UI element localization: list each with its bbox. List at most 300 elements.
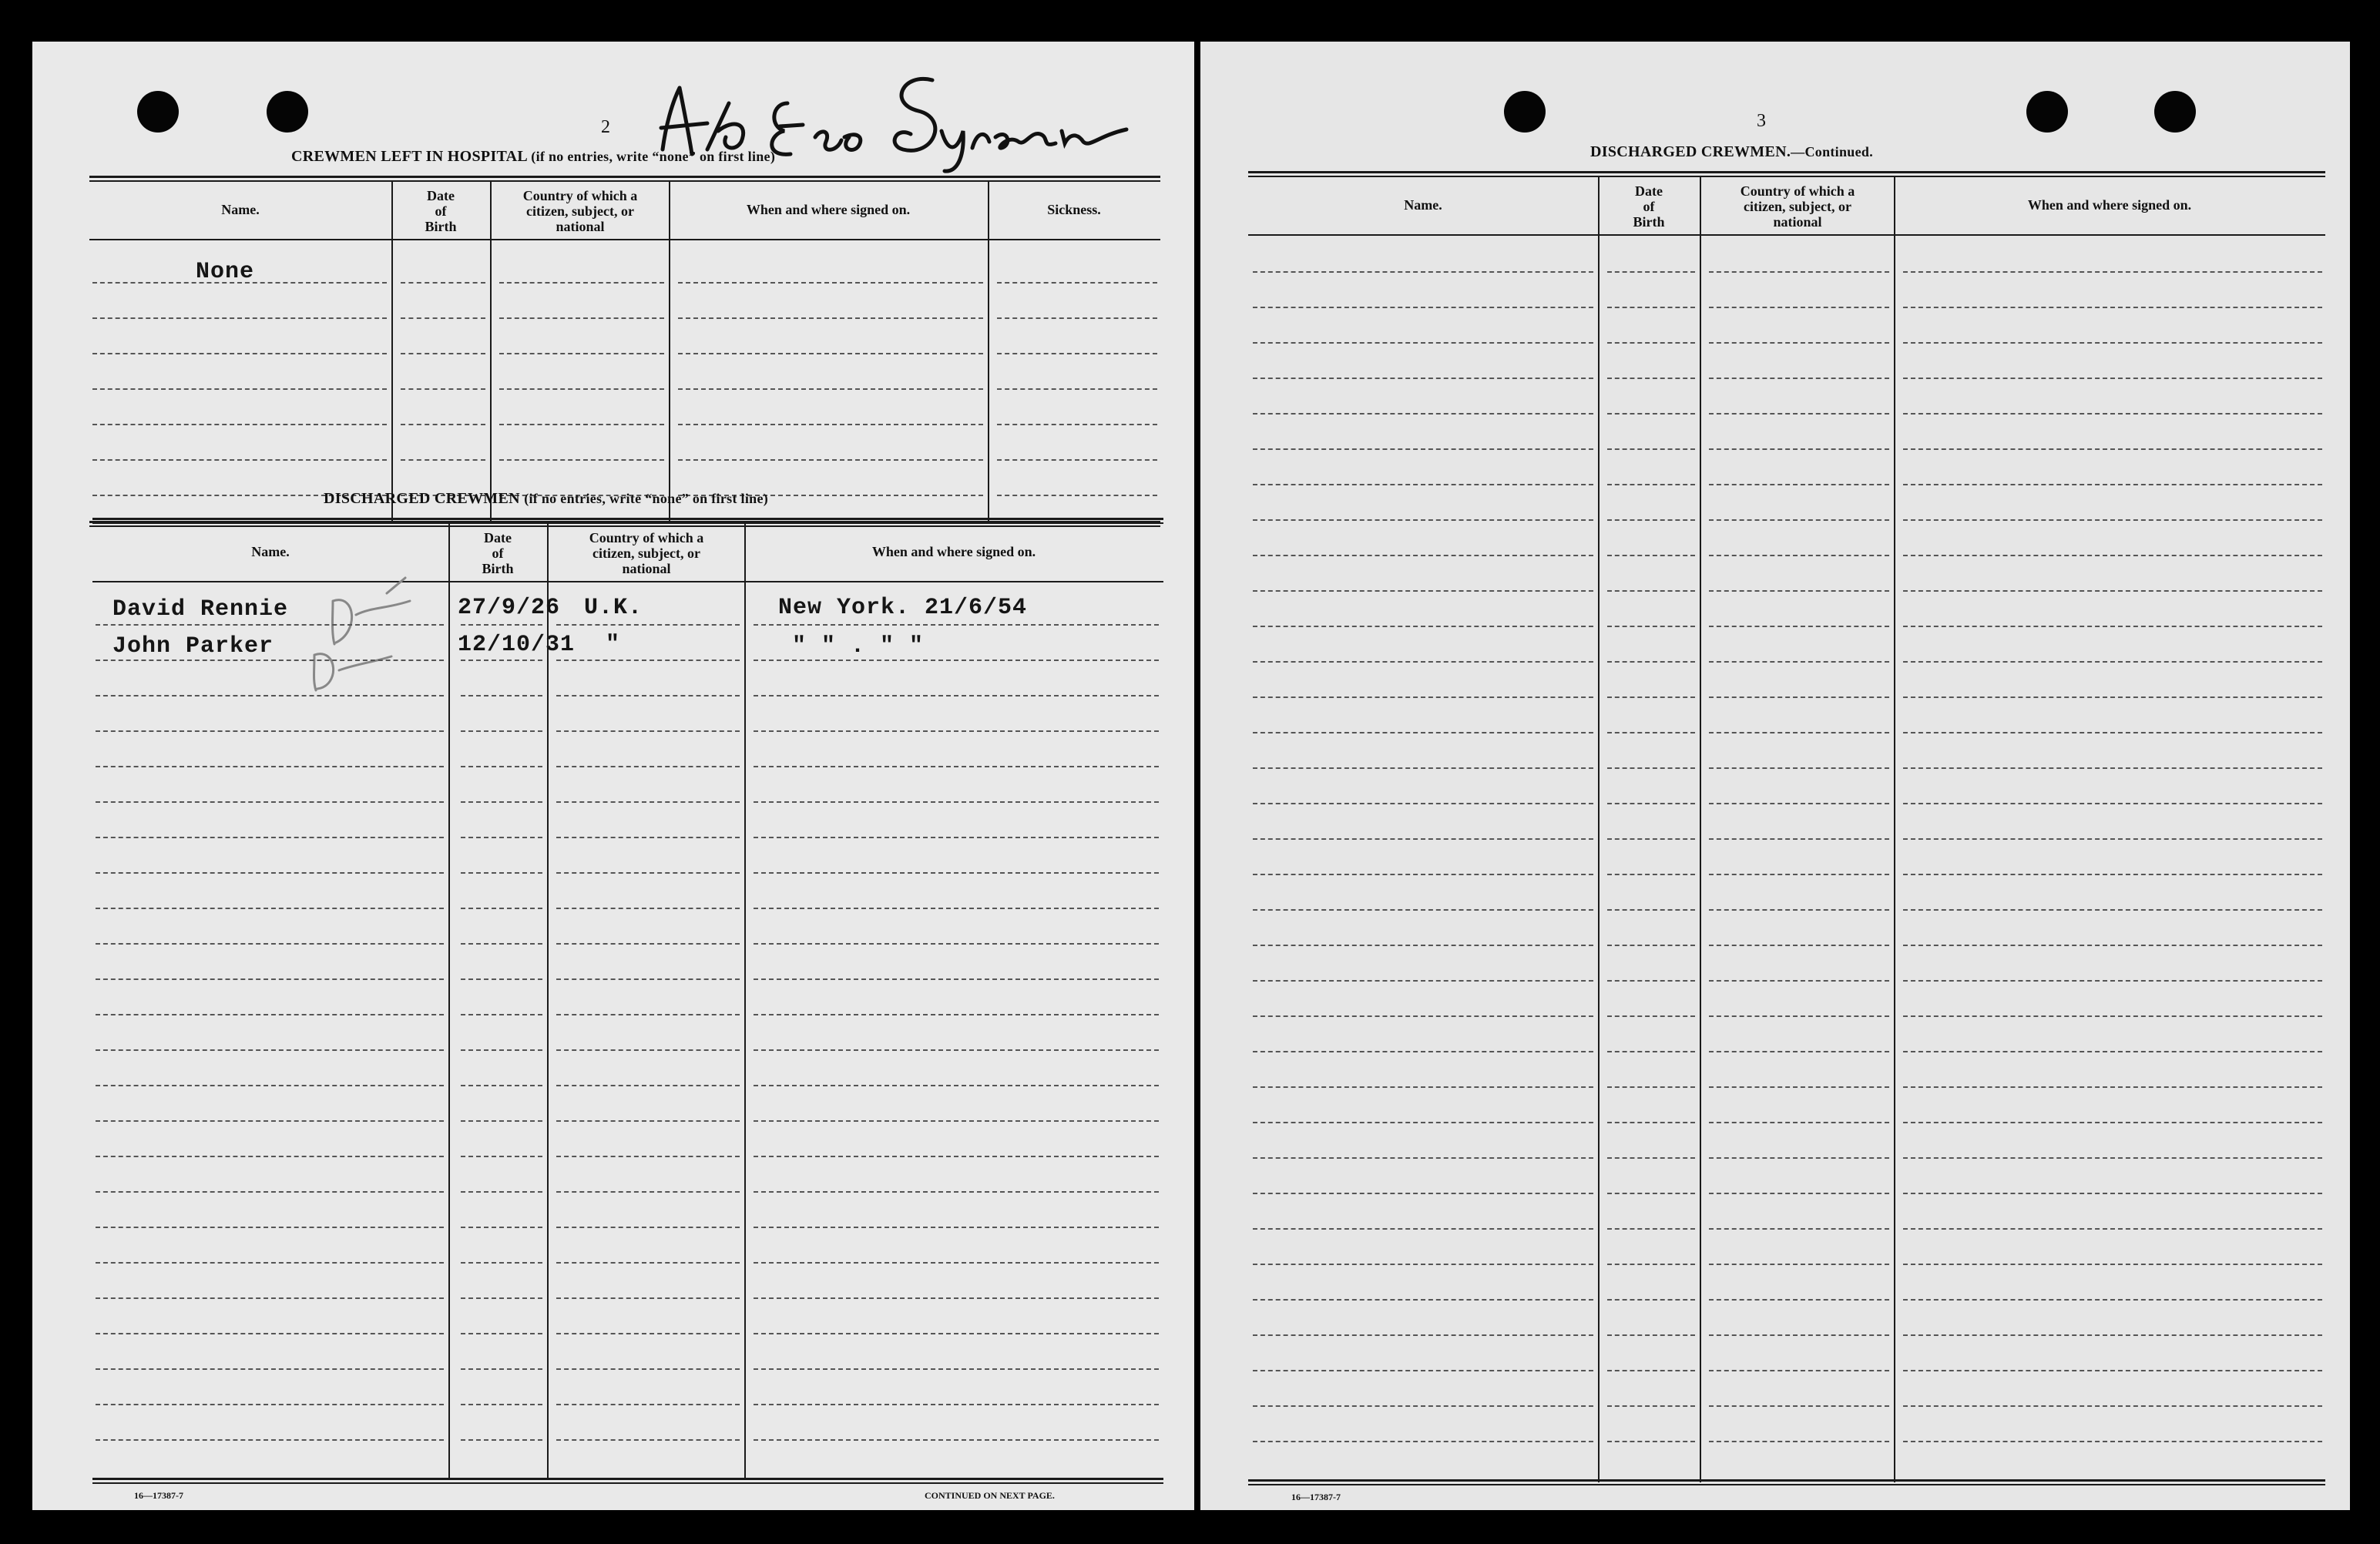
row-rule [754,1049,1159,1051]
row-rule [1607,1370,1695,1371]
row-rule [461,801,542,803]
row-rule [92,388,387,390]
row-rule [96,660,444,661]
row-rule [1607,1264,1695,1265]
col-signed: When and where signed on. [746,202,911,217]
row-rule [96,1227,444,1228]
row-rule [499,388,664,390]
row-rule [997,388,1157,390]
row-rule [754,837,1159,838]
row-rule [1253,1015,1593,1017]
discharged-continued-heading [1590,143,1873,161]
col-country-line: citizen, subject, or [1744,199,1851,214]
row-rule [1709,803,1889,804]
row-rule [1709,874,1889,875]
row-rule [461,1085,542,1086]
row-rule [556,872,740,874]
row-rule [754,908,1159,909]
page-number: 3 [1757,111,1766,131]
col-country-line: Country of which a [589,530,704,545]
row-rule [1709,1193,1889,1194]
row-rule [1253,342,1593,344]
row-rule [1253,874,1593,875]
left-page [32,42,1194,1510]
form-number: 16—17387-7 [1291,1492,1341,1502]
header-bottom-rule [92,581,1163,582]
row-rule [1607,448,1695,450]
row-rule [1607,378,1695,379]
row-rule [1253,767,1593,769]
column-divider [448,524,450,1479]
row-rule [1709,1334,1889,1336]
row-rule [1903,271,2322,273]
row-rule [1607,661,1695,663]
row-rule [1709,626,1889,627]
row-2-country: " [606,632,621,658]
row-rule [1903,307,2322,308]
col-sickness: Sickness. [1047,202,1101,217]
row-rule [1709,1157,1889,1159]
row-rule [1903,1370,2322,1371]
row-rule [96,1156,444,1157]
table-bottom-rule [92,1478,1163,1484]
row-rule [1709,413,1889,415]
row-rule [401,424,485,425]
row-rule [1253,838,1593,840]
row-rule [754,660,1159,661]
row-rule [499,424,664,425]
row-rule [1709,909,1889,911]
row-rule [461,872,542,874]
row-rule [1709,1015,1889,1017]
row-rule [461,766,542,767]
row-rule [997,495,1157,496]
col-dob-line: Date [484,530,512,545]
row-rule [1607,1441,1695,1442]
row-rule [461,730,542,732]
row-rule [461,1404,542,1405]
discharged-heading [324,490,768,508]
hospital-entry: None [196,259,255,285]
row-rule [461,1297,542,1299]
row-rule [754,801,1159,803]
row-rule [556,908,740,909]
row-rule [1709,555,1889,556]
row-rule [1607,1157,1695,1159]
row-rule [96,872,444,874]
row-rule [1607,484,1695,485]
col-dob-line: Date [427,188,455,203]
row-rule [1903,1405,2322,1407]
row-rule [401,459,485,461]
row-rule [1709,1441,1889,1442]
row-rule [556,1049,740,1051]
row-rule [461,1439,542,1441]
row-rule [754,1014,1159,1015]
row-rule [754,1368,1159,1370]
row-rule [556,837,740,838]
table-top-rule [89,176,1160,182]
row-rule [556,1014,740,1015]
row-rule [461,1262,542,1264]
row-rule [1903,1228,2322,1230]
col-signed: When and where signed on. [871,544,1036,559]
col-dob-line: of [1643,199,1655,214]
row-rule [1903,661,2322,663]
row-rule [997,353,1157,354]
row-rule [556,660,740,661]
row-rule [1709,378,1889,379]
row-rule [1253,1086,1593,1088]
hospital-section-heading [291,148,775,166]
row-rule [1607,732,1695,733]
col-name: Name. [221,202,260,217]
row-rule [1903,1441,2322,1442]
row-rule [678,317,983,319]
col-dob-line: Birth [482,561,514,576]
header-bottom-rule [1248,234,2325,236]
row-rule [461,1156,542,1157]
row-rule [1253,555,1593,556]
row-rule [461,695,542,696]
row-rule [1709,307,1889,308]
row-rule [1903,413,2322,415]
row-rule [1709,484,1889,485]
row-rule [1709,661,1889,663]
row-rule [499,282,664,284]
row-rule [96,730,444,732]
col-country-line: national [1773,214,1822,230]
row-rule [1709,767,1889,769]
row-rule [556,1120,740,1122]
col-country-line: national [622,561,671,576]
hospital-heading-text: CREWMEN LEFT IN HOSPITAL [291,148,527,165]
row-rule [1253,271,1593,273]
row-rule [1607,1193,1695,1194]
row-rule [1253,1122,1593,1123]
row-rule [678,353,983,354]
row-rule [1253,1299,1593,1301]
row-rule [1903,980,2322,982]
row-rule [1253,1157,1593,1159]
row-rule [754,730,1159,732]
row-rule [1607,1051,1695,1052]
col-name: Name. [251,544,290,559]
hospital-heading-note: (if no entries, write “none” on first line) [531,149,776,164]
row-rule [556,943,740,945]
row-rule [678,388,983,390]
row-rule [96,624,444,626]
row-rule [461,624,542,626]
row-rule [1607,803,1695,804]
row-rule [1709,838,1889,840]
row-rule [1903,1086,2322,1088]
table-bottom-rule [1248,1479,2325,1485]
column-divider [669,182,670,522]
row-rule [1903,448,2322,450]
row-rule [556,766,740,767]
row-rule [556,1333,740,1334]
row-rule [96,1191,444,1193]
row-rule [96,801,444,803]
column-divider [1598,177,1600,1482]
row-rule [556,1439,740,1441]
row-rule [92,459,387,461]
row-rule [1607,1299,1695,1301]
row-rule [461,1368,542,1370]
row-rule [461,1333,542,1334]
row-rule [678,282,983,284]
row-rule [556,1262,740,1264]
row-rule [1607,271,1695,273]
row-rule [1709,945,1889,946]
row-1-name: David Rennie [112,596,289,623]
row-rule [92,353,387,354]
row-rule [461,1049,542,1051]
row-rule [1709,696,1889,698]
col-country-line: citizen, subject, or [526,203,634,219]
row-rule [754,1262,1159,1264]
row-rule [499,459,664,461]
row-rule [1903,696,2322,698]
row-rule [461,1227,542,1228]
row-rule [754,695,1159,696]
row-rule [1607,413,1695,415]
row-rule [1607,696,1695,698]
col-dob-line: of [435,203,447,219]
header-bottom-rule [89,239,1160,240]
row-rule [499,353,664,354]
row-rule [1709,980,1889,982]
row-rule [1253,803,1593,804]
row-rule [754,872,1159,874]
row-rule [754,766,1159,767]
row-rule [754,1120,1159,1122]
row-rule [556,730,740,732]
row-rule [997,282,1157,284]
row-rule [92,282,387,284]
col-signed: When and where signed on. [2027,197,2192,213]
col-country [1701,183,1894,230]
row-rule [1709,1086,1889,1088]
row-rule [678,424,983,425]
row-rule [1903,1122,2322,1123]
row-rule [1253,1228,1593,1230]
row-rule [1903,1264,2322,1265]
row-2-signed: " " . " " [792,633,925,660]
row-rule [754,1404,1159,1405]
row-rule [1607,519,1695,521]
punch-hole [137,91,179,133]
row-rule [461,978,542,980]
row-rule [92,424,387,425]
col-dob-line: Birth [425,219,457,234]
row-rule [401,282,485,284]
row-rule [1253,307,1593,308]
row-rule [1709,519,1889,521]
col-country-line: Country of which a [1740,183,1855,199]
row-rule [96,978,444,980]
row-rule [1709,271,1889,273]
row-rule [1709,1051,1889,1052]
column-divider [547,524,549,1479]
row-rule [1253,696,1593,698]
row-rule [96,1085,444,1086]
row-rule [556,695,740,696]
col-dob [391,188,490,234]
row-rule [754,624,1159,626]
row-rule [1607,874,1695,875]
row-rule [1253,1334,1593,1336]
row-2-name: John Parker [112,633,274,660]
row-rule [1607,1122,1695,1123]
row-rule [754,1191,1159,1193]
col-name: Name. [1404,197,1442,213]
row-rule [1607,1405,1695,1407]
row-rule [92,317,387,319]
row-rule [461,837,542,838]
column-divider [744,524,746,1479]
row-rule [1607,838,1695,840]
row-rule [401,353,485,354]
discharged-heading-note: (if no entries, write “none” on first line) [524,491,769,506]
row-rule [1903,519,2322,521]
row-rule [96,908,444,909]
row-rule [1903,342,2322,344]
right-page [1200,42,2350,1510]
page-number: 2 [601,117,610,137]
row-rule [96,1439,444,1441]
row-rule [1607,1228,1695,1230]
row-rule [1607,1015,1695,1017]
row-rule [1709,448,1889,450]
row-rule [1903,1157,2322,1159]
row-rule [556,1404,740,1405]
row-rule [96,837,444,838]
row-rule [1253,732,1593,733]
row-rule [96,695,444,696]
row-rule [401,317,485,319]
row-rule [556,978,740,980]
punch-hole [1504,91,1546,133]
col-country [492,188,669,234]
row-rule [1607,342,1695,344]
row-rule [1253,1193,1593,1194]
row-rule [556,801,740,803]
row-rule [96,1333,444,1334]
row-rule [1253,413,1593,415]
row-rule [1903,838,2322,840]
row-rule [1709,1299,1889,1301]
row-rule [1253,484,1593,485]
row-rule [1607,626,1695,627]
row-rule [1903,1299,2322,1301]
row-rule [754,943,1159,945]
row-rule [1607,909,1695,911]
row-rule [1607,945,1695,946]
row-2-dob: 12/10/31 [458,632,576,658]
row-rule [96,1049,444,1051]
row-rule [1709,732,1889,733]
row-rule [754,1297,1159,1299]
row-rule [96,766,444,767]
column-divider [1700,177,1701,1482]
table-top-rule [92,518,1163,524]
row-rule [1253,909,1593,911]
column-divider [988,182,989,522]
discharged-heading-text: DISCHARGED CREWMEN [324,490,520,507]
continued-note: CONTINUED ON NEXT PAGE. [925,1490,1055,1501]
row-rule [461,1014,542,1015]
form-number: 16—17387-7 [134,1490,183,1501]
row-rule [1709,1370,1889,1371]
row-rule [997,459,1157,461]
row-rule [1903,484,2322,485]
row-rule [1903,909,2322,911]
row-rule [678,459,983,461]
row-rule [556,1227,740,1228]
row-rule [1709,590,1889,592]
col-country-line: citizen, subject, or [592,545,700,561]
row-rule [1253,519,1593,521]
row-rule [1903,378,2322,379]
row-rule [461,660,542,661]
row-1-dob: 27/9/26 [458,595,561,621]
row-rule [1607,1334,1695,1336]
row-rule [556,1368,740,1370]
row-rule [1253,980,1593,982]
row-rule [461,1120,542,1122]
row-rule [1607,307,1695,308]
row-rule [96,943,444,945]
row-rule [461,1191,542,1193]
row-rule [1709,1264,1889,1265]
row-rule [96,1120,444,1122]
row-rule [1903,1051,2322,1052]
row-rule [1709,1228,1889,1230]
punch-hole [2026,91,2068,133]
row-rule [1253,945,1593,946]
row-rule [754,1085,1159,1086]
row-rule [1607,980,1695,982]
row-rule [754,1156,1159,1157]
row-rule [1903,945,2322,946]
col-dob-line: of [492,545,504,561]
row-rule [556,1156,740,1157]
row-rule [1903,555,2322,556]
col-country [549,530,744,576]
row-rule [1253,1405,1593,1407]
row-rule [1607,555,1695,556]
row-rule [997,317,1157,319]
row-rule [1903,874,2322,875]
punch-hole [267,91,308,133]
row-rule [1903,590,2322,592]
row-rule [556,1191,740,1193]
row-rule [1903,1334,2322,1336]
row-rule [556,624,740,626]
row-rule [96,1404,444,1405]
row-rule [1253,1370,1593,1371]
row-rule [461,908,542,909]
row-rule [1253,448,1593,450]
row-rule [1607,590,1695,592]
row-rule [401,388,485,390]
row-rule [1253,1441,1593,1442]
row-rule [1903,732,2322,733]
col-dob [1598,183,1700,230]
row-rule [499,317,664,319]
